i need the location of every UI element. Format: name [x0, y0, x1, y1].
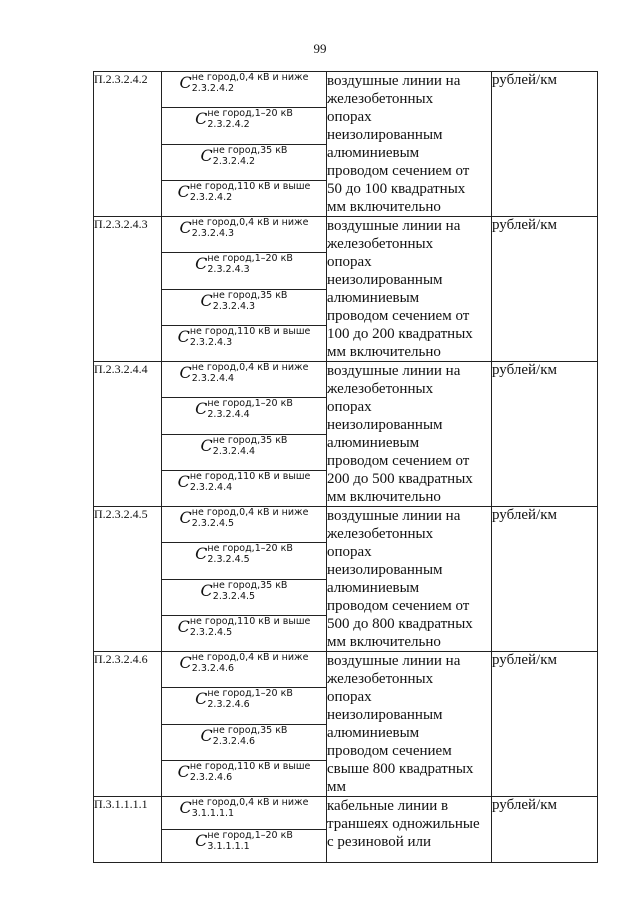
description-line: траншеях одножильные	[327, 816, 480, 832]
description-line: 100 до 200 квадратных	[327, 326, 473, 342]
rate-symbol-indices	[192, 362, 309, 384]
rate-symbol-letter: C	[200, 435, 213, 455]
description-line: неизолированным	[327, 127, 443, 143]
rate-symbol-letter: C	[179, 363, 192, 382]
rate-symbol	[195, 688, 293, 710]
description-line: мм включительно	[327, 634, 441, 650]
table-row	[94, 797, 598, 830]
rate-subscript: 2.3.2.4.5	[189, 626, 233, 638]
rate-symbol	[180, 72, 309, 94]
rate-symbol-indices	[190, 181, 311, 203]
rate-symbol-letter: C	[200, 580, 213, 600]
rate-symbol-letter: C	[177, 471, 190, 491]
description-line: 500 до 800 квадратных	[327, 616, 473, 632]
formula-cell	[162, 830, 327, 863]
description-line: проводом сечением от	[327, 163, 470, 179]
rate-symbol-letter: C	[177, 616, 190, 636]
table-row	[94, 217, 598, 253]
description-line: 50 до 100 квадратных	[327, 181, 466, 197]
rate-superscript: не город,1–20 кВ	[207, 253, 293, 265]
item-unit: рублей/км	[492, 507, 598, 652]
rate-symbol	[180, 652, 309, 674]
item-code: П.3.1.1.1.1	[94, 797, 162, 863]
formula-cell	[162, 579, 327, 615]
formula-cell	[162, 217, 327, 253]
rate-superscript: не город,35 кВ	[212, 579, 288, 591]
rate-subscript: 2.3.2.4.3	[207, 264, 250, 276]
rate-symbol	[178, 471, 311, 493]
formula-cell	[162, 253, 327, 289]
item-unit: рублей/км	[492, 652, 598, 797]
description-line: воздушные линии на	[327, 508, 461, 524]
rate-superscript: не город,0,4 кВ и ниже	[191, 797, 309, 808]
rate-subscript: 2.3.2.4.4	[189, 481, 233, 493]
rate-symbol	[195, 398, 293, 420]
rate-superscript: не город,0,4 кВ и ниже	[191, 652, 309, 663]
rate-subscript: 3.1.1.1.1	[207, 841, 250, 852]
rate-symbol-indices	[213, 290, 288, 312]
item-description	[327, 507, 492, 652]
description-line: опорах	[327, 399, 372, 415]
rate-symbol-indices	[207, 253, 292, 275]
formula-cell	[162, 615, 327, 651]
page-number: 99	[313, 41, 327, 56]
rate-superscript: не город,110 кВ и выше	[189, 325, 311, 337]
rate-symbol-indices	[207, 108, 292, 130]
description-line: неизолированным	[327, 707, 443, 723]
rate-symbol-letter: C	[179, 653, 192, 672]
rate-symbol	[195, 543, 293, 565]
rate-symbol-letter: C	[200, 290, 213, 310]
formula-cell	[162, 797, 327, 830]
rate-superscript: не город,0,4 кВ и ниже	[191, 362, 309, 373]
rate-superscript: не город,35 кВ	[212, 434, 288, 446]
rate-superscript: не город,35 кВ	[212, 144, 288, 156]
rate-symbol-indices	[192, 217, 309, 239]
description-line: неизолированным	[327, 562, 443, 578]
rate-symbol-indices	[213, 725, 288, 747]
rate-subscript: 2.3.2.4.4	[191, 373, 235, 384]
description-line: проводом сечением от	[327, 308, 470, 324]
description-line: мм включительно	[327, 489, 441, 505]
rate-superscript: не город,0,4 кВ и ниже	[191, 72, 309, 83]
rate-symbol-indices	[213, 580, 288, 602]
rate-subscript: 2.3.2.4.3	[189, 336, 233, 348]
description-line: неизолированным	[327, 272, 443, 288]
rate-subscript: 2.3.2.4.4	[212, 445, 256, 457]
formula-cell	[162, 470, 327, 506]
table-row	[94, 652, 598, 688]
rate-symbol-letter: C	[177, 181, 190, 201]
item-code: П.2.3.2.4.5	[94, 507, 162, 652]
rate-subscript: 2.3.2.4.5	[207, 554, 250, 566]
rate-subscript: 2.3.2.4.3	[191, 228, 235, 239]
description-line: мм	[327, 779, 346, 795]
rate-symbol	[178, 181, 311, 203]
rate-superscript: не город,35 кВ	[212, 289, 288, 301]
formula-cell	[162, 652, 327, 688]
rate-subscript: 2.3.2.4.5	[212, 590, 256, 602]
rate-symbol-indices	[207, 543, 292, 565]
item-description	[327, 652, 492, 797]
item-description	[327, 72, 492, 217]
rate-symbol-letter: C	[200, 725, 213, 745]
table-row	[94, 72, 598, 108]
rate-symbol	[180, 797, 309, 819]
rate-subscript: 2.3.2.4.2	[207, 119, 250, 131]
rate-symbol-letter: C	[195, 689, 208, 709]
item-code: П.2.3.2.4.2	[94, 72, 162, 217]
item-code: П.2.3.2.4.3	[94, 217, 162, 362]
description-line: воздушные линии на	[327, 363, 461, 379]
rate-symbol-letter: C	[195, 109, 208, 129]
formula-cell	[162, 434, 327, 470]
description-line: проводом сечением от	[327, 598, 470, 614]
rate-symbol-indices	[190, 326, 311, 348]
rate-symbol-indices	[207, 398, 292, 420]
description-line: мм включительно	[327, 344, 441, 360]
table-row	[94, 507, 598, 543]
rate-subscript: 2.3.2.4.5	[191, 518, 235, 529]
rate-symbol	[201, 290, 288, 312]
rate-symbol	[178, 761, 311, 783]
rate-superscript: не город,110 кВ и выше	[189, 615, 311, 627]
rate-symbol	[201, 725, 288, 747]
rate-symbol-indices	[190, 471, 311, 493]
rate-superscript: не город,1–20 кВ	[207, 688, 293, 700]
formula-cell	[162, 108, 327, 144]
rates-table-body	[94, 72, 598, 863]
description-line: алюминиевым	[327, 145, 420, 161]
description-line: проводом сечением	[327, 743, 452, 759]
rate-symbol	[178, 326, 311, 348]
rate-symbol-letter: C	[179, 798, 192, 817]
rate-symbol-letter: C	[179, 73, 192, 92]
rate-subscript: 2.3.2.4.2	[189, 191, 233, 203]
rate-subscript: 2.3.2.4.6	[191, 663, 235, 674]
formula-cell	[162, 180, 327, 216]
rate-symbol-indices	[207, 830, 292, 852]
description-line: неизолированным	[327, 417, 443, 433]
rate-subscript: 2.3.2.4.6	[207, 699, 250, 711]
description-line: опорах	[327, 544, 372, 560]
description-line: проводом сечением от	[327, 453, 470, 469]
rate-symbol-indices	[192, 507, 309, 529]
rate-symbol-letter: C	[195, 544, 208, 564]
rate-symbol-letter: C	[177, 761, 190, 781]
rate-symbol-indices	[213, 145, 288, 167]
description-line: опорах	[327, 254, 372, 270]
rate-superscript: не город,0,4 кВ и ниже	[191, 217, 309, 228]
description-line: воздушные линии на	[327, 653, 461, 669]
rate-symbol-letter: C	[195, 399, 208, 419]
rate-superscript: не город,1–20 кВ	[207, 543, 293, 555]
item-code: П.2.3.2.4.6	[94, 652, 162, 797]
rate-subscript: 2.3.2.4.2	[212, 155, 256, 167]
rate-symbol-indices	[192, 797, 309, 819]
rate-subscript: 2.3.2.4.6	[189, 771, 233, 783]
rate-superscript: не город,110 кВ и выше	[189, 760, 311, 772]
rate-symbol	[195, 830, 293, 852]
rate-superscript: не город,1–20 кВ	[207, 108, 293, 120]
rate-subscript: 2.3.2.4.6	[212, 735, 256, 747]
rate-superscript: не город,1–20 кВ	[207, 398, 293, 410]
description-line: воздушные линии на	[327, 218, 461, 234]
item-description	[327, 217, 492, 362]
rate-symbol-letter: C	[195, 831, 208, 850]
rates-table	[93, 71, 598, 863]
rate-subscript: 2.3.2.4.4	[207, 409, 250, 421]
description-line: железобетонных	[327, 91, 434, 107]
item-code: П.2.3.2.4.4	[94, 362, 162, 507]
description-line: алюминиевым	[327, 435, 420, 451]
item-unit: рублей/км	[492, 797, 598, 863]
rate-superscript: не город,35 кВ	[212, 724, 288, 736]
description-line: с резиновой или	[327, 834, 432, 850]
item-description	[327, 797, 492, 863]
rate-symbol	[195, 108, 293, 130]
formula-cell	[162, 362, 327, 398]
description-line: кабельные линии в	[327, 798, 449, 814]
rate-symbol-indices	[192, 72, 309, 94]
rate-superscript: не город,0,4 кВ и ниже	[191, 507, 309, 518]
description-line: 200 до 500 квадратных	[327, 471, 473, 487]
item-unit: рублей/км	[492, 72, 598, 217]
formula-cell	[162, 289, 327, 325]
description-line: опорах	[327, 109, 372, 125]
item-unit: рублей/км	[492, 362, 598, 507]
rate-symbol-indices	[213, 435, 288, 457]
rate-superscript: не город,110 кВ и выше	[189, 180, 311, 192]
rate-symbol-letter: C	[179, 218, 192, 237]
item-unit: рублей/км	[492, 217, 598, 362]
table-row	[94, 362, 598, 398]
formula-cell	[162, 325, 327, 361]
description-line: алюминиевым	[327, 725, 420, 741]
formula-cell	[162, 398, 327, 434]
rate-symbol	[201, 435, 288, 457]
description-line: алюминиевым	[327, 290, 420, 306]
rate-symbol-indices	[190, 761, 311, 783]
description-line: алюминиевым	[327, 580, 420, 596]
formula-cell	[162, 688, 327, 724]
item-description	[327, 362, 492, 507]
rate-symbol-letter: C	[179, 508, 192, 527]
description-line: железобетонных	[327, 671, 434, 687]
formula-cell	[162, 543, 327, 579]
rate-symbol	[180, 507, 309, 529]
formula-cell	[162, 507, 327, 543]
formula-cell	[162, 72, 327, 108]
rate-subscript: 3.1.1.1.1	[191, 808, 235, 819]
rate-symbol	[180, 362, 309, 384]
rate-superscript: не город,110 кВ и выше	[189, 470, 311, 482]
description-line: железобетонных	[327, 381, 434, 397]
rate-symbol	[180, 217, 309, 239]
formula-cell	[162, 760, 327, 796]
formula-cell	[162, 724, 327, 760]
rate-symbol	[201, 580, 288, 602]
rate-subscript: 2.3.2.4.3	[212, 300, 256, 312]
description-line: воздушные линии на	[327, 73, 461, 89]
rate-symbol	[195, 253, 293, 275]
rate-symbol-letter: C	[200, 145, 213, 165]
rate-symbol-indices	[192, 652, 309, 674]
rate-symbol-letter: C	[195, 254, 208, 274]
description-line: свыше 800 квадратных	[327, 761, 474, 777]
formula-cell	[162, 144, 327, 180]
rate-symbol	[201, 145, 288, 167]
description-line: железобетонных	[327, 236, 434, 252]
rate-symbol-letter: C	[177, 326, 190, 346]
description-line: опорах	[327, 689, 372, 705]
rate-symbol	[178, 616, 311, 638]
rate-superscript: не город,1–20 кВ	[207, 830, 293, 841]
description-line: мм включительно	[327, 199, 441, 215]
description-line: железобетонных	[327, 526, 434, 542]
rate-symbol-indices	[190, 616, 311, 638]
rate-symbol-indices	[207, 688, 292, 710]
rate-subscript: 2.3.2.4.2	[191, 83, 235, 94]
